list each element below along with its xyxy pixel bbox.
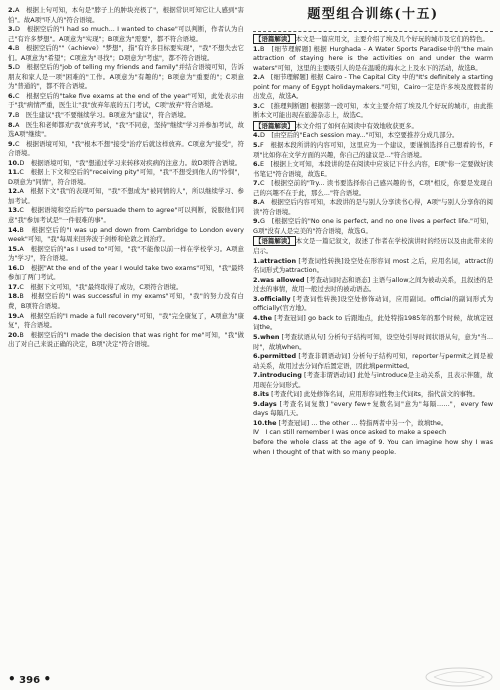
list-item bbox=[253, 45, 493, 74]
item-number: 7. bbox=[8, 111, 15, 120]
list-item bbox=[253, 198, 493, 217]
list-item bbox=[253, 371, 493, 390]
explanation-text: [考查名词复数] "every few+复数名词"意为"每隔……"，every few days 每隔几天。 bbox=[253, 399, 494, 418]
item-number: 5. bbox=[8, 63, 15, 72]
answer-keyword: permitted bbox=[259, 352, 297, 361]
list-item bbox=[253, 428, 493, 438]
item-number: 9. bbox=[253, 217, 260, 226]
item-number: 8. bbox=[253, 390, 260, 399]
explanation-text: A [细节理解题] 根据 Cairo - The Capital City 中的"It's definitely a starting point for many of Egypt holidaymakers."可知，Cairo一定是许多埃及度假者的出发点，故选A。 bbox=[253, 73, 493, 101]
explanation-text: B 根据空后的""（achieve）"梦想"，指"有许多目标要实现"，"我"不想失去它们。A项意为"希望"；C项意为"寻找"；D项意为"考虑"，都不符合语境。 bbox=[8, 44, 244, 62]
list-item bbox=[8, 92, 244, 111]
item-number: 8. bbox=[8, 120, 15, 129]
explanation-text: C 根据语境和空后的"to persuade them to agree"可以判断，说服他们同意"我"参加考试是"一件很难的事"。 bbox=[8, 206, 244, 225]
explanation-text: 本文介绍了如何在阅读中有效地收获更多。 bbox=[295, 121, 418, 130]
list-item bbox=[8, 44, 244, 63]
answer-keyword: officially bbox=[259, 294, 291, 303]
item-number: 1. bbox=[253, 44, 260, 53]
list-item bbox=[8, 226, 244, 245]
explanation-text: B 根据空后的"I was up and down from Cambridge to London every week"可知，"我"每周来回奔波于剑桥和伦敦之间治疗。 bbox=[8, 225, 244, 244]
list-item bbox=[253, 352, 493, 371]
explanation-text: A 根据上句可知，本句是"脖子上的肿块亮极了"，根据常识可知它让人感到"害怕"。故A项"吓人的"符合语境。 bbox=[8, 6, 244, 24]
item-number: 9. bbox=[253, 399, 260, 408]
page-footer bbox=[8, 672, 51, 686]
explanation-text: [考查非谓语动词] 此处与introduce是主动关系，且表示伴随，故用现在分词形式。 bbox=[253, 371, 494, 389]
item-number: 8. bbox=[253, 198, 260, 207]
list-item bbox=[8, 292, 244, 311]
answer-keyword: days bbox=[259, 399, 277, 408]
list-item bbox=[253, 73, 493, 102]
explanation-text: C 根据语境可知，"我"根本不想"接受"治疗后就这样放弃。C项意为"接受"，符合语境。 bbox=[8, 139, 244, 158]
bullet-icon: • bbox=[8, 672, 16, 686]
list-item bbox=[8, 312, 244, 331]
explanation-text: A 根据空后的"I made a full recovery"可知，"我"完全康复了，A项意为"康复"，符合语境。 bbox=[8, 311, 244, 330]
explanation-text: C 根据上下文和空后的"receiving pity"可知，"我"不想受到他人的"怜悯"，D项意为"同情"，符合语境。 bbox=[8, 168, 244, 186]
explanation-text: [考查冠词] go back to 后跟地点，此处特指1985年的那个时候，故填定冠词the。 bbox=[253, 313, 493, 332]
explanation-text: C [推理判断题] 根据第一段可知，本文主要介绍了埃及几个好玩的城市，由此推断本文可能出现在旅游杂志上，故选C。 bbox=[253, 101, 493, 120]
explanation-text: before the whole class at the age of 9. You can imagine how shy I was when I thought of that with so many people. bbox=[253, 437, 493, 456]
item-number: 12. bbox=[8, 187, 20, 196]
explanation-text: C 根据空后的"take five exams at the end of the year"可知，此处表示由于"我"病情严重，医生让"我"放弃年底的五门考试，C项"放弃"符合语境。 bbox=[8, 91, 244, 110]
answer-keyword: the bbox=[259, 313, 272, 322]
list-item bbox=[8, 206, 244, 225]
answer-keyword: when bbox=[259, 332, 280, 341]
list-item bbox=[8, 168, 244, 187]
section-tag: 【语篇解读】 bbox=[255, 35, 294, 43]
item-number: 6. bbox=[8, 91, 15, 100]
list-item bbox=[8, 25, 244, 44]
explanation-text: Ⅳ I can still remember I was once asked to make a speech bbox=[253, 428, 447, 437]
item-number: 13. bbox=[8, 206, 20, 215]
item-number: 6. bbox=[253, 160, 260, 169]
explanation-text: A 根据空后的"as I used to"可知，"我"不能像以前一样在学校学习。A项意为"学习"，符合语境。 bbox=[8, 244, 244, 263]
item-number: 1. bbox=[253, 256, 260, 265]
watermark-logo bbox=[424, 666, 494, 688]
item-number: 6. bbox=[253, 352, 260, 361]
list-item bbox=[8, 6, 244, 25]
explanation-text: B 根据空后的"I was successful in my exams"可知，"我"的努力没有白费，B项符合语境。 bbox=[8, 292, 244, 310]
item-number: 16. bbox=[8, 263, 20, 272]
list-item bbox=[8, 111, 244, 121]
item-number: 18. bbox=[8, 292, 20, 301]
list-item bbox=[8, 140, 244, 159]
explanation-text: B [细节理解题] 根据 Hurghada - A Water Sports Paradise中的"the main attraction of staying here is the activities on and under the warm waters"可知，这里的主要吸引人的是在温暖的海水之上及水下的活动，故选B。 bbox=[253, 44, 493, 72]
answer-keyword: the bbox=[264, 418, 277, 427]
section-tag: 【语篇解读】 bbox=[255, 237, 294, 246]
list-item bbox=[253, 419, 493, 429]
section-title: 题型组合训练(十五) bbox=[307, 7, 439, 22]
list-item bbox=[253, 333, 493, 352]
title-divider bbox=[253, 31, 493, 32]
section-tag: 【语篇解读】 bbox=[255, 121, 294, 130]
explanation-text: [考查词性转换]设空处在形容词 most 之后，应用名词，attract的名词形式为attraction。 bbox=[253, 256, 494, 275]
list-item bbox=[253, 438, 493, 457]
explanation-text: D [由空后的"Each session may..."可知，本空要推荐分成几部分。 bbox=[259, 131, 459, 140]
list-item bbox=[8, 63, 244, 92]
page-number: 396 bbox=[19, 675, 41, 686]
explanation-text: [考查词性转换]设空处修饰动词，应用副词。official的副词形式为officially(官方地)。 bbox=[253, 294, 494, 313]
item-number: 9. bbox=[8, 139, 15, 148]
explanation-text: D 根据"At the end of the year I would take two exams"可知，"我"最终参加了两门考试。 bbox=[8, 263, 244, 282]
item-number: 2. bbox=[8, 6, 15, 14]
list-item bbox=[253, 102, 493, 121]
list-item bbox=[8, 121, 244, 140]
list-item bbox=[253, 131, 493, 141]
item-number: 17. bbox=[8, 282, 20, 291]
explanation-text: A 医生和老师都劝"我"放弃考试，"我"不同意，坚持"继续"学习并参加考试，故选A项"继续"。 bbox=[8, 120, 244, 139]
left-column bbox=[8, 6, 244, 350]
explanation-text: F 根据本段所讲的内容可知，这里应为一个建议，要谨慎选择自己想看的书，F项"比如你在文学方面的兴趣，你自己的建议是..."符合语境。 bbox=[253, 141, 493, 159]
answer-keyword: introducing bbox=[259, 371, 302, 380]
list-item bbox=[8, 159, 244, 169]
item-number: 3. bbox=[8, 25, 15, 34]
list-item bbox=[253, 34, 493, 45]
list-item bbox=[8, 283, 244, 293]
list-item bbox=[253, 160, 493, 179]
right-items bbox=[253, 34, 493, 457]
item-number: 7. bbox=[253, 371, 260, 380]
item-number: 19. bbox=[8, 311, 20, 320]
list-item bbox=[253, 390, 493, 400]
list-item bbox=[8, 331, 244, 350]
explanation-text: 本文是一篇记叙文，叙述了作者在学校演讲时的经历以及由此带来的启示。 bbox=[253, 237, 493, 256]
item-number: 3. bbox=[253, 294, 260, 303]
item-number: 2. bbox=[253, 275, 260, 284]
explanation-text: E [根据上文可知，本段讲的是在阅读中应该记下什么内容，E项"你一定要做好读书笔记"符合语境，故选E。 bbox=[253, 160, 493, 178]
item-number: 4. bbox=[8, 44, 15, 53]
explanation-text: 本文是一篇应用文，主要介绍了埃及几个好玩的城市及它们的特色。 bbox=[295, 35, 489, 43]
item-number: 10. bbox=[253, 418, 265, 427]
item-number: 3. bbox=[253, 101, 260, 110]
explanation-text: D 根据空后的"I had so much... I wanted to chase"可以判断，作者认为自己"有许多梦想"。A项意为"实现"；B项意为"需要"，都不符合语境。 bbox=[8, 25, 244, 43]
list-item bbox=[253, 217, 493, 236]
item-number: 14. bbox=[8, 225, 20, 234]
item-number: 10. bbox=[8, 158, 20, 167]
right-column bbox=[253, 6, 493, 457]
explanation-text: G [根据空后的"No one is perfect, and no one lives a perfect life."可知，G项"没有人是完美的"符合语境，故选G。 bbox=[253, 217, 493, 235]
list-item bbox=[253, 276, 493, 295]
list-item bbox=[253, 236, 493, 256]
list-item bbox=[253, 400, 493, 419]
item-number: 5. bbox=[253, 332, 260, 341]
list-item bbox=[8, 187, 244, 206]
item-number: 4. bbox=[253, 131, 260, 140]
answer-keyword: attraction bbox=[259, 256, 297, 265]
item-number: 20. bbox=[8, 330, 20, 339]
explanation-text: A 根据下文"我"的表现可知，"我"不想成为"被同情的人"，所以继续学习、参加考试。 bbox=[8, 187, 244, 205]
list-item bbox=[253, 179, 493, 198]
answer-keyword: its bbox=[259, 390, 270, 399]
answer-keyword: was allowed bbox=[259, 275, 305, 284]
explanation-text: C 根据下文可知，"我"最终取得了成功，C项符合语境。 bbox=[19, 282, 183, 291]
item-number: 2. bbox=[253, 73, 260, 82]
explanation-text: D 根据语境可知，"我"想通过学习来转移对疾病的注意力。故D项符合语境。 bbox=[19, 158, 242, 167]
list-item bbox=[253, 141, 493, 160]
list-item bbox=[8, 245, 244, 264]
item-number: 4. bbox=[253, 313, 260, 322]
section-title-row bbox=[253, 6, 493, 32]
explanation-text: [考查非谓语动词] 分析句子结构可知，reporter与permit之间是被动关系，故用过去分词作后置定语，因此填permitted。 bbox=[253, 352, 494, 370]
list-item bbox=[8, 264, 244, 283]
item-number: 15. bbox=[8, 244, 20, 253]
explanation-text: C [根据空前的"Try... 读书要选择你自己感兴趣的书，C项"相反，你要是发现自己的兴趣不在于此，那么..."符合语境。 bbox=[253, 179, 493, 197]
item-number: 7. bbox=[253, 179, 260, 188]
explanation-text: A 根据空后内容可知，本段讲的是与别人分享读书心得，A项"与别人分享你的阅读"符合语境。 bbox=[253, 198, 493, 216]
explanation-text: [考查冠词] ... the other ... 特指两者中另一个，故填the。 bbox=[278, 418, 448, 427]
list-item bbox=[253, 295, 493, 314]
list-item bbox=[253, 121, 493, 132]
explanation-text: B 医生建议"我"不要继续学习。B项意为"建议"，符合语境。 bbox=[14, 111, 191, 120]
explanation-text: [考查状语从句] 分析句子结构可知，设空处引导时间状语从句，意为"当...时"，故填when。 bbox=[253, 332, 494, 351]
explanation-text: B 根据空后的"I made the decision that was right for me"可知，"我"做出了对自己来说正确的决定，B项"决定"符合语境。 bbox=[8, 330, 244, 349]
list-item bbox=[253, 257, 493, 276]
item-number: 11. bbox=[8, 168, 20, 177]
item-number: 5. bbox=[253, 141, 260, 150]
explanation-text: D 根据空后的"job of telling my friends and family"并结合语境可知，告诉朋友和家人是一项"困难的"工作。A项意为"有趣的"；B项意为"重要的"；C项意为"普通的"，都不符合语境。 bbox=[8, 63, 244, 91]
bullet-icon: • bbox=[43, 672, 52, 686]
list-item bbox=[253, 314, 493, 333]
explanation-text: [考查动词时态和语态] 主语与allow之间为被动关系，且叙述的是过去的事情，故用一般过去时的被动语态。 bbox=[253, 275, 493, 294]
explanation-text: [考查代词] 此处修饰名词，应用形容词性物主代词its，指代前文的事物。 bbox=[271, 390, 479, 399]
